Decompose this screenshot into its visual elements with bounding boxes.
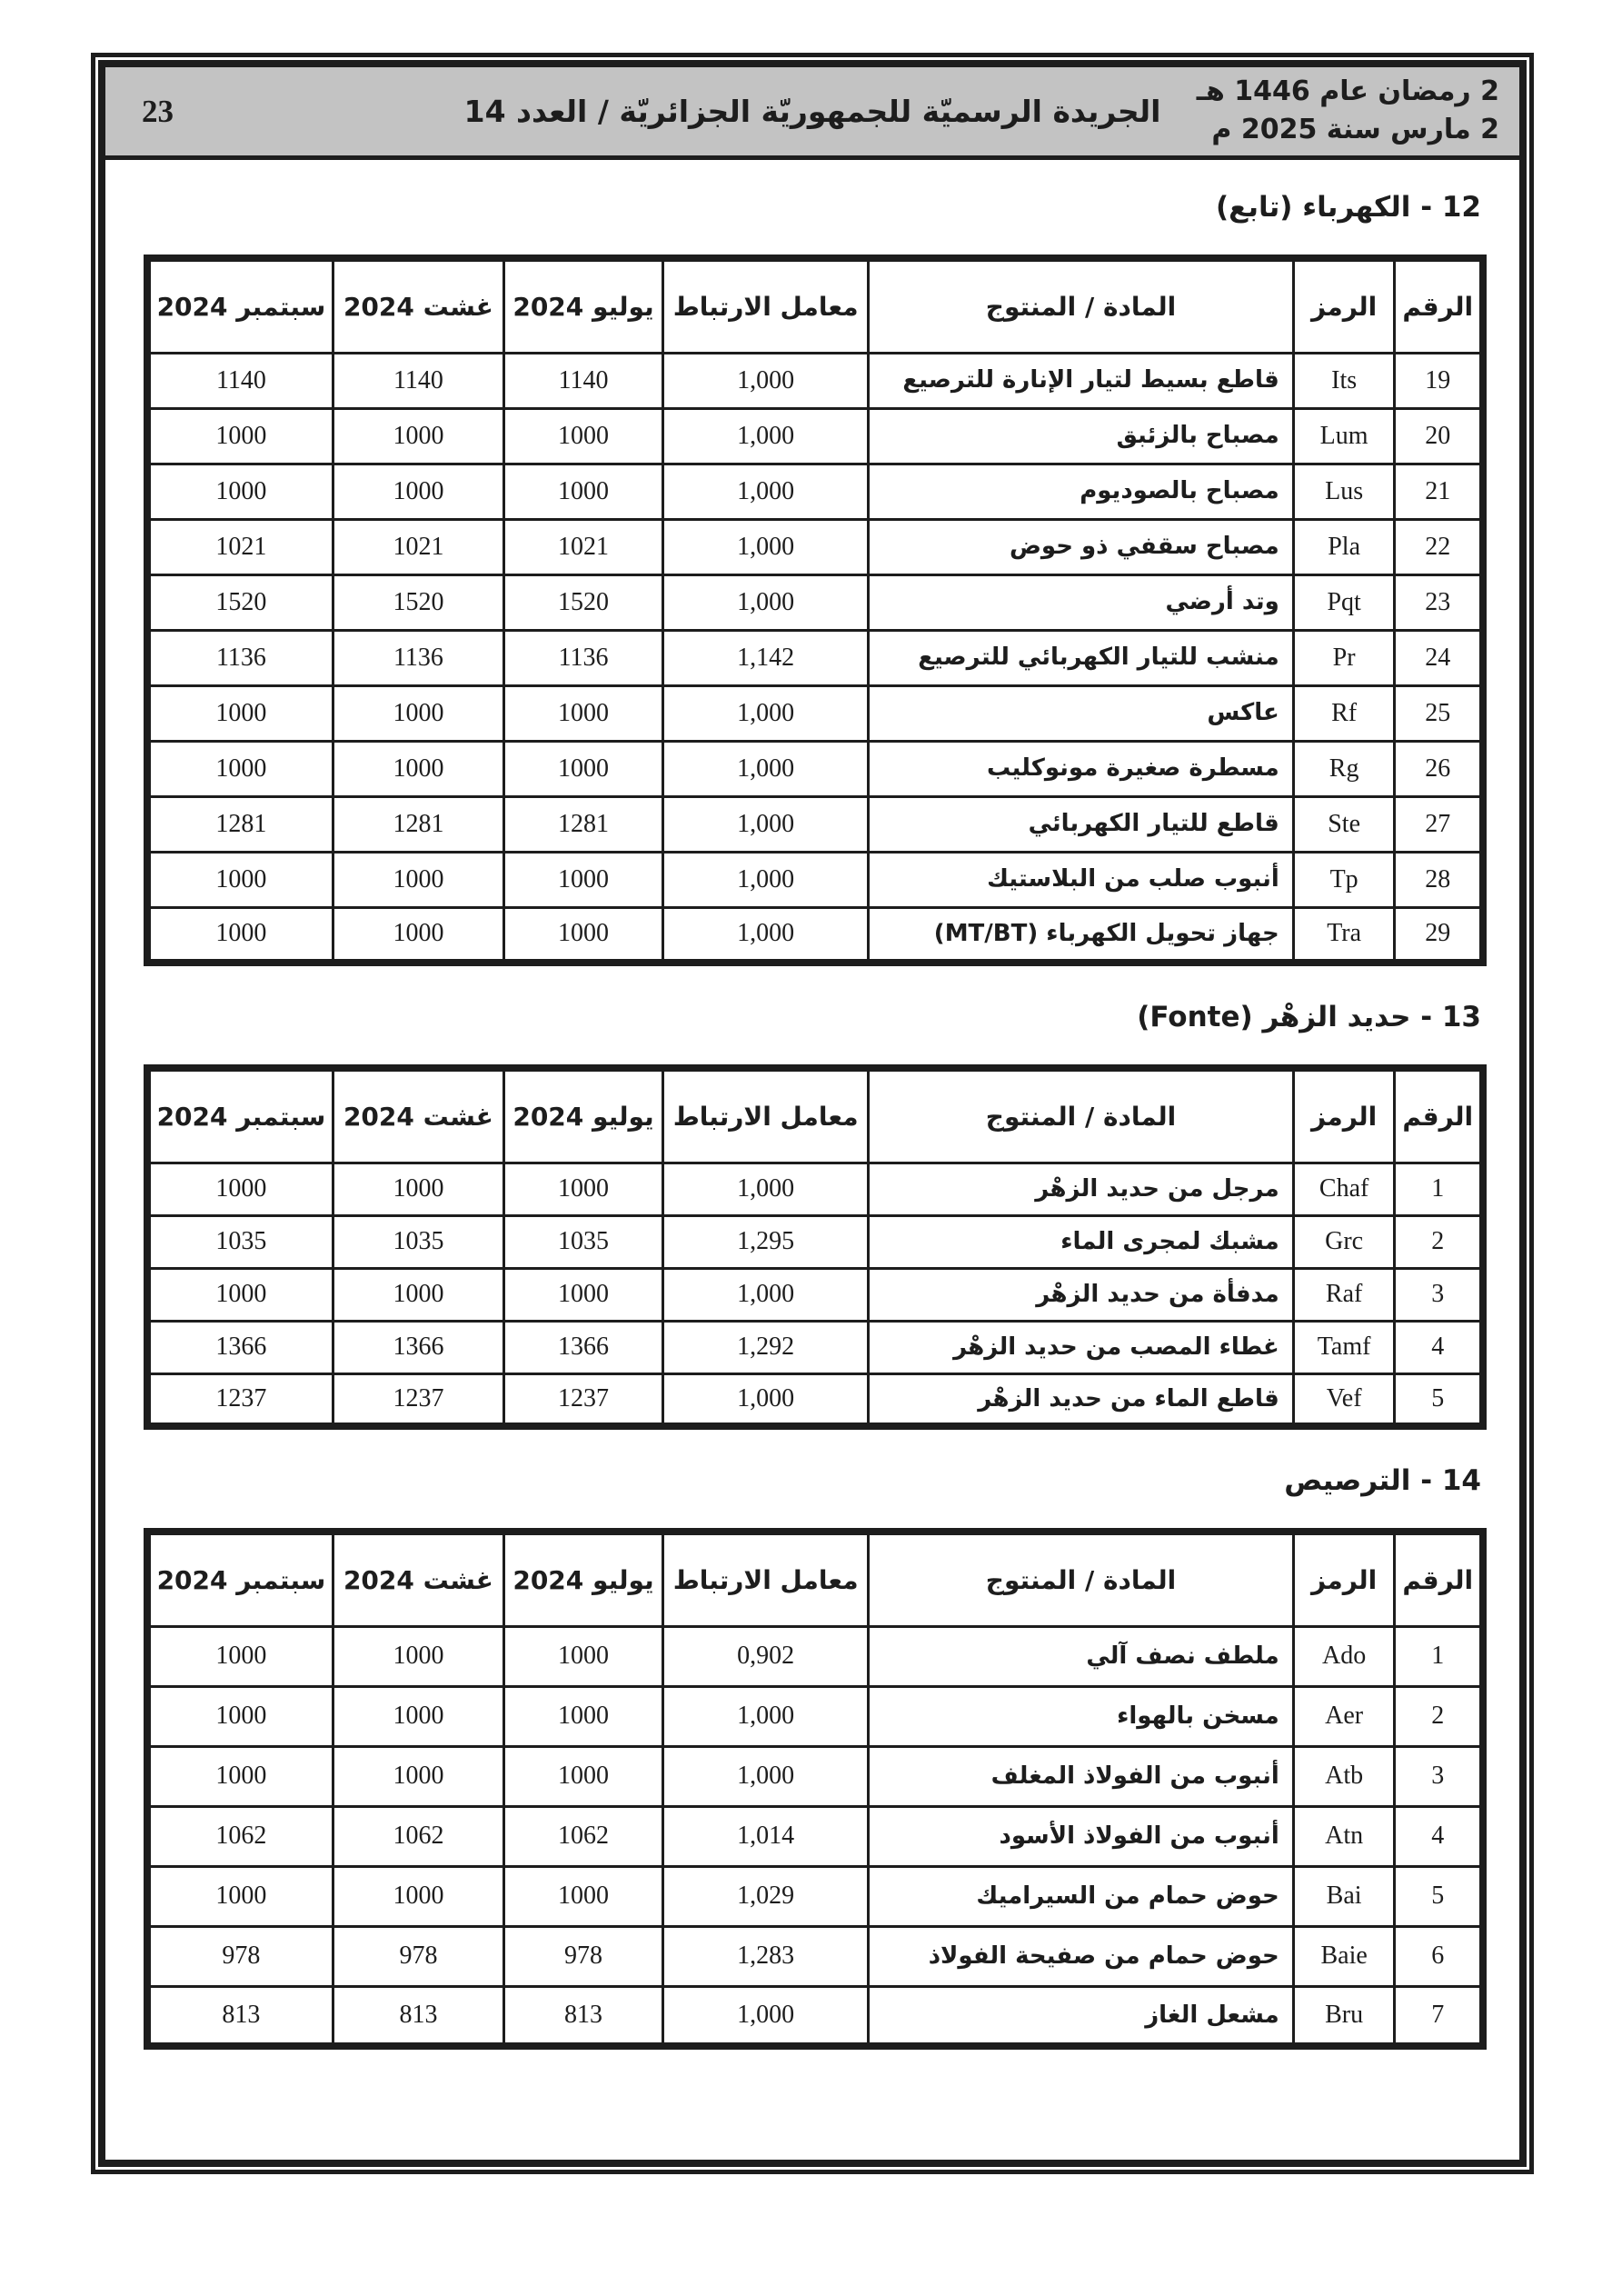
cell-jul: 1000 [504,1268,663,1321]
col-header-sep: سبتمبر 2024 [147,1532,333,1626]
col-header-jul: يوليو 2024 [504,1532,663,1626]
cell-aug: 1000 [333,1746,503,1806]
cell-code: Tra [1293,907,1395,963]
cell-num: 6 [1395,1926,1483,1986]
cell-product: مسخن بالهواء [869,1686,1293,1746]
section-electricity [144,191,1487,966]
cell-sep: 1140 [147,353,333,408]
cell-code: Bai [1293,1866,1395,1926]
cell-sep: 1000 [147,1626,333,1686]
table-row [147,1321,1483,1373]
cell-jul: 1366 [504,1321,663,1373]
cell-code: Aer [1293,1686,1395,1746]
cell-coef: 1,014 [662,1806,868,1866]
cell-code: Rf [1293,685,1395,741]
cell-sep: 1366 [147,1321,333,1373]
col-header-coef: معامل الارتباط [662,1068,868,1163]
cell-coef: 1,000 [662,1268,868,1321]
cell-jul: 1035 [504,1215,663,1268]
cell-code: Rg [1293,741,1395,796]
cell-sep: 1000 [147,907,333,963]
table-body [147,1626,1483,2046]
cell-sep: 1000 [147,852,333,907]
cell-num: 3 [1395,1268,1483,1321]
cell-coef: 1,000 [662,519,868,574]
cell-product: أنبوب صلب من البلاستيك [869,852,1293,907]
cell-num: 3 [1395,1746,1483,1806]
cell-aug: 1035 [333,1215,503,1268]
table-row [147,1268,1483,1321]
cell-num: 5 [1395,1866,1483,1926]
cell-code: Raf [1293,1268,1395,1321]
col-header-num: الرقم [1395,258,1483,353]
cell-aug: 1281 [333,796,503,852]
cell-coef: 1,000 [662,1373,868,1426]
cell-product: منشب للتيار الكهربائي للترصيع [869,630,1293,685]
index-table-plumbing [144,1528,1487,2050]
section-plumbing [144,1464,1487,2050]
cell-coef: 1,000 [662,685,868,741]
cell-code: Baie [1293,1926,1395,1986]
cell-num: 21 [1395,464,1483,519]
cell-coef: 0,902 [662,1626,868,1686]
col-header-product: المادة / المنتوج [869,1068,1293,1163]
cell-jul: 1140 [504,353,663,408]
cell-coef: 1,000 [662,353,868,408]
cell-product: مصباح بالزئبق [869,408,1293,464]
cell-jul: 1000 [504,1626,663,1686]
cell-code: Tp [1293,852,1395,907]
table-header [147,1532,1483,1626]
cell-aug: 1000 [333,1866,503,1926]
date-hijri: 2 رمضان عام 1446 هـ [1196,75,1499,107]
cell-code: Lus [1293,464,1395,519]
cell-jul: 813 [504,1986,663,2046]
cell-code: Pla [1293,519,1395,574]
cell-sep: 1000 [147,1686,333,1746]
cell-aug: 1000 [333,408,503,464]
cell-sep: 1237 [147,1373,333,1426]
cell-product: قاطع الماء من حديد الزهْر [869,1373,1293,1426]
table-row [147,408,1483,464]
table-row [147,1626,1483,1686]
cell-jul: 1062 [504,1806,663,1866]
table-row [147,907,1483,963]
cell-num: 29 [1395,907,1483,963]
cell-coef: 1,000 [662,408,868,464]
col-header-num: الرقم [1395,1068,1483,1163]
cell-aug: 1000 [333,1163,503,1215]
cell-coef: 1,283 [662,1926,868,1986]
cell-sep: 1520 [147,574,333,630]
cell-sep: 1000 [147,1746,333,1806]
cell-sep: 1000 [147,408,333,464]
cell-product: حوض حمام من السيراميك [869,1866,1293,1926]
cell-jul: 1000 [504,1686,663,1746]
cell-jul: 1000 [504,408,663,464]
cell-jul: 1281 [504,796,663,852]
cell-code: Ste [1293,796,1395,852]
cell-code: Vef [1293,1373,1395,1426]
cell-sep: 1021 [147,519,333,574]
cell-aug: 1140 [333,353,503,408]
cell-num: 28 [1395,852,1483,907]
cell-aug: 1000 [333,464,503,519]
cell-num: 4 [1395,1806,1483,1866]
cell-num: 7 [1395,1986,1483,2046]
cell-coef: 1,295 [662,1215,868,1268]
table-row [147,464,1483,519]
cell-product: غطاء المصب من حديد الزهْر [869,1321,1293,1373]
cell-aug: 1000 [333,907,503,963]
cell-sep: 1000 [147,741,333,796]
cell-aug: 1000 [333,1626,503,1686]
cell-jul: 1520 [504,574,663,630]
cell-coef: 1,000 [662,1986,868,2046]
cell-num: 24 [1395,630,1483,685]
cell-code: Pr [1293,630,1395,685]
cell-num: 5 [1395,1373,1483,1426]
cell-code: Tamf [1293,1321,1395,1373]
col-header-code: الرمز [1293,1532,1395,1626]
masthead-band [105,67,1519,160]
table-row [147,852,1483,907]
table-row [147,685,1483,741]
table-row [147,1806,1483,1866]
cell-product: جهاز تحويل الكهرباء (MT/BT) [869,907,1293,963]
issue-dates [1197,73,1499,149]
cell-aug: 1062 [333,1806,503,1866]
col-header-aug: غشت 2024 [333,1068,503,1163]
cell-sep: 1136 [147,630,333,685]
cell-sep: 978 [147,1926,333,1986]
cell-aug: 1000 [333,1268,503,1321]
col-header-coef: معامل الارتباط [662,258,868,353]
cell-jul: 1000 [504,464,663,519]
cell-sep: 1000 [147,1866,333,1926]
table-row [147,519,1483,574]
col-header-jul: يوليو 2024 [504,258,663,353]
table-row [147,1373,1483,1426]
table-header [147,258,1483,353]
table-row [147,741,1483,796]
col-header-jul: يوليو 2024 [504,1068,663,1163]
cell-num: 20 [1395,408,1483,464]
cell-aug: 1136 [333,630,503,685]
cell-aug: 978 [333,1926,503,1986]
cell-product: ملطف نصف آلي [869,1626,1293,1686]
col-header-code: الرمز [1293,1068,1395,1163]
cell-product: عاكس [869,685,1293,741]
index-table-cast-iron [144,1064,1487,1430]
cell-sep: 1062 [147,1806,333,1866]
cell-jul: 1000 [504,1746,663,1806]
col-header-code: الرمز [1293,258,1395,353]
cell-num: 19 [1395,353,1483,408]
cell-jul: 1237 [504,1373,663,1426]
page-frame [98,60,1527,2167]
cell-code: Atb [1293,1746,1395,1806]
cell-product: أنبوب من الفولاذ الأسود [869,1806,1293,1866]
col-header-aug: غشت 2024 [333,258,503,353]
table-body [147,1163,1483,1426]
table-body [147,353,1483,963]
cell-coef: 1,000 [662,574,868,630]
cell-product: قاطع للتيار الكهربائي [869,796,1293,852]
index-table-electricity [144,255,1487,966]
cell-product: مصباح بالصوديوم [869,464,1293,519]
cell-num: 23 [1395,574,1483,630]
cell-product: مرجل من حديد الزهْر [869,1163,1293,1215]
col-header-num: الرقم [1395,1532,1483,1626]
cell-coef: 1,000 [662,852,868,907]
cell-aug: 1000 [333,852,503,907]
cell-code: Grc [1293,1215,1395,1268]
cell-jul: 1000 [504,685,663,741]
section-title: 12 - الكهرباء (تابع) [1216,191,1481,224]
cell-aug: 1520 [333,574,503,630]
table-row [147,574,1483,630]
cell-jul: 1136 [504,630,663,685]
col-header-product: المادة / المنتوج [869,258,1293,353]
cell-sep: 1000 [147,685,333,741]
cell-coef: 1,000 [662,1746,868,1806]
table-row [147,1866,1483,1926]
cell-product: وتد أرضي [869,574,1293,630]
cell-num: 2 [1395,1686,1483,1746]
cell-jul: 1000 [504,852,663,907]
cell-coef: 1,000 [662,741,868,796]
cell-coef: 1,000 [662,1163,868,1215]
table-row [147,1926,1483,1986]
col-header-coef: معامل الارتباط [662,1532,868,1626]
cell-sep: 1000 [147,1268,333,1321]
cell-code: Pqt [1293,574,1395,630]
cell-aug: 1000 [333,685,503,741]
cell-coef: 1,000 [662,907,868,963]
page-number: 23 [142,93,174,129]
cell-num: 22 [1395,519,1483,574]
table-row [147,1686,1483,1746]
table-row [147,1746,1483,1806]
cell-product: مسطرة صغيرة مونوكليب [869,741,1293,796]
cell-code: Its [1293,353,1395,408]
cell-num: 2 [1395,1215,1483,1268]
cell-aug: 813 [333,1986,503,2046]
cell-coef: 1,292 [662,1321,868,1373]
cell-aug: 1000 [333,1686,503,1746]
cell-num: 27 [1395,796,1483,852]
section-title: 13 - حديد الزهْر (Fonte) [1137,1001,1481,1033]
cell-product: مشبك لمجرى الماء [869,1215,1293,1268]
cell-coef: 1,029 [662,1866,868,1926]
table-row [147,1163,1483,1215]
cell-product: حوض حمام من صفيحة الفولاذ [869,1926,1293,1986]
col-header-sep: سبتمبر 2024 [147,1068,333,1163]
cell-coef: 1,000 [662,1686,868,1746]
cell-product: مدفأة من حديد الزهْر [869,1268,1293,1321]
cell-aug: 1237 [333,1373,503,1426]
cell-aug: 1366 [333,1321,503,1373]
cell-jul: 978 [504,1926,663,1986]
table-row [147,630,1483,685]
page-content [105,160,1519,2050]
cell-num: 26 [1395,741,1483,796]
cell-aug: 1021 [333,519,503,574]
cell-code: Chaf [1293,1163,1395,1215]
col-header-product: المادة / المنتوج [869,1532,1293,1626]
cell-code: Ado [1293,1626,1395,1686]
cell-sep: 1000 [147,464,333,519]
cell-sep: 1000 [147,1163,333,1215]
cell-code: Bru [1293,1986,1395,2046]
table-row [147,1986,1483,2046]
table-row [147,353,1483,408]
cell-num: 25 [1395,685,1483,741]
cell-jul: 1000 [504,1163,663,1215]
col-header-aug: غشت 2024 [333,1532,503,1626]
cell-jul: 1000 [504,907,663,963]
section-title: 14 - الترصيص [1284,1464,1481,1497]
cell-code: Atn [1293,1806,1395,1866]
table-row [147,1215,1483,1268]
cell-sep: 1281 [147,796,333,852]
cell-code: Lum [1293,408,1395,464]
cell-product: قاطع بسيط لتيار الإنارة للترصيع [869,353,1293,408]
cell-coef: 1,142 [662,630,868,685]
cell-sep: 813 [147,1986,333,2046]
section-cast-iron [144,1001,1487,1430]
journal-title: الجريدة الرسميّة للجمهوريّة الجزائريّة / العدد 14 [463,94,1161,129]
cell-coef: 1,000 [662,464,868,519]
table-row [147,796,1483,852]
table-header [147,1068,1483,1163]
cell-num: 1 [1395,1626,1483,1686]
cell-product: مشعل الغاز [869,1986,1293,2046]
cell-num: 1 [1395,1163,1483,1215]
cell-jul: 1000 [504,1866,663,1926]
cell-product: مصباح سقفي ذو حوض [869,519,1293,574]
cell-product: أنبوب من الفولاذ المغلف [869,1746,1293,1806]
cell-jul: 1000 [504,741,663,796]
cell-sep: 1035 [147,1215,333,1268]
cell-coef: 1,000 [662,796,868,852]
col-header-sep: سبتمبر 2024 [147,258,333,353]
date-gregorian: 2 مارس سنة 2025 م [1211,114,1499,145]
cell-num: 4 [1395,1321,1483,1373]
cell-aug: 1000 [333,741,503,796]
cell-jul: 1021 [504,519,663,574]
